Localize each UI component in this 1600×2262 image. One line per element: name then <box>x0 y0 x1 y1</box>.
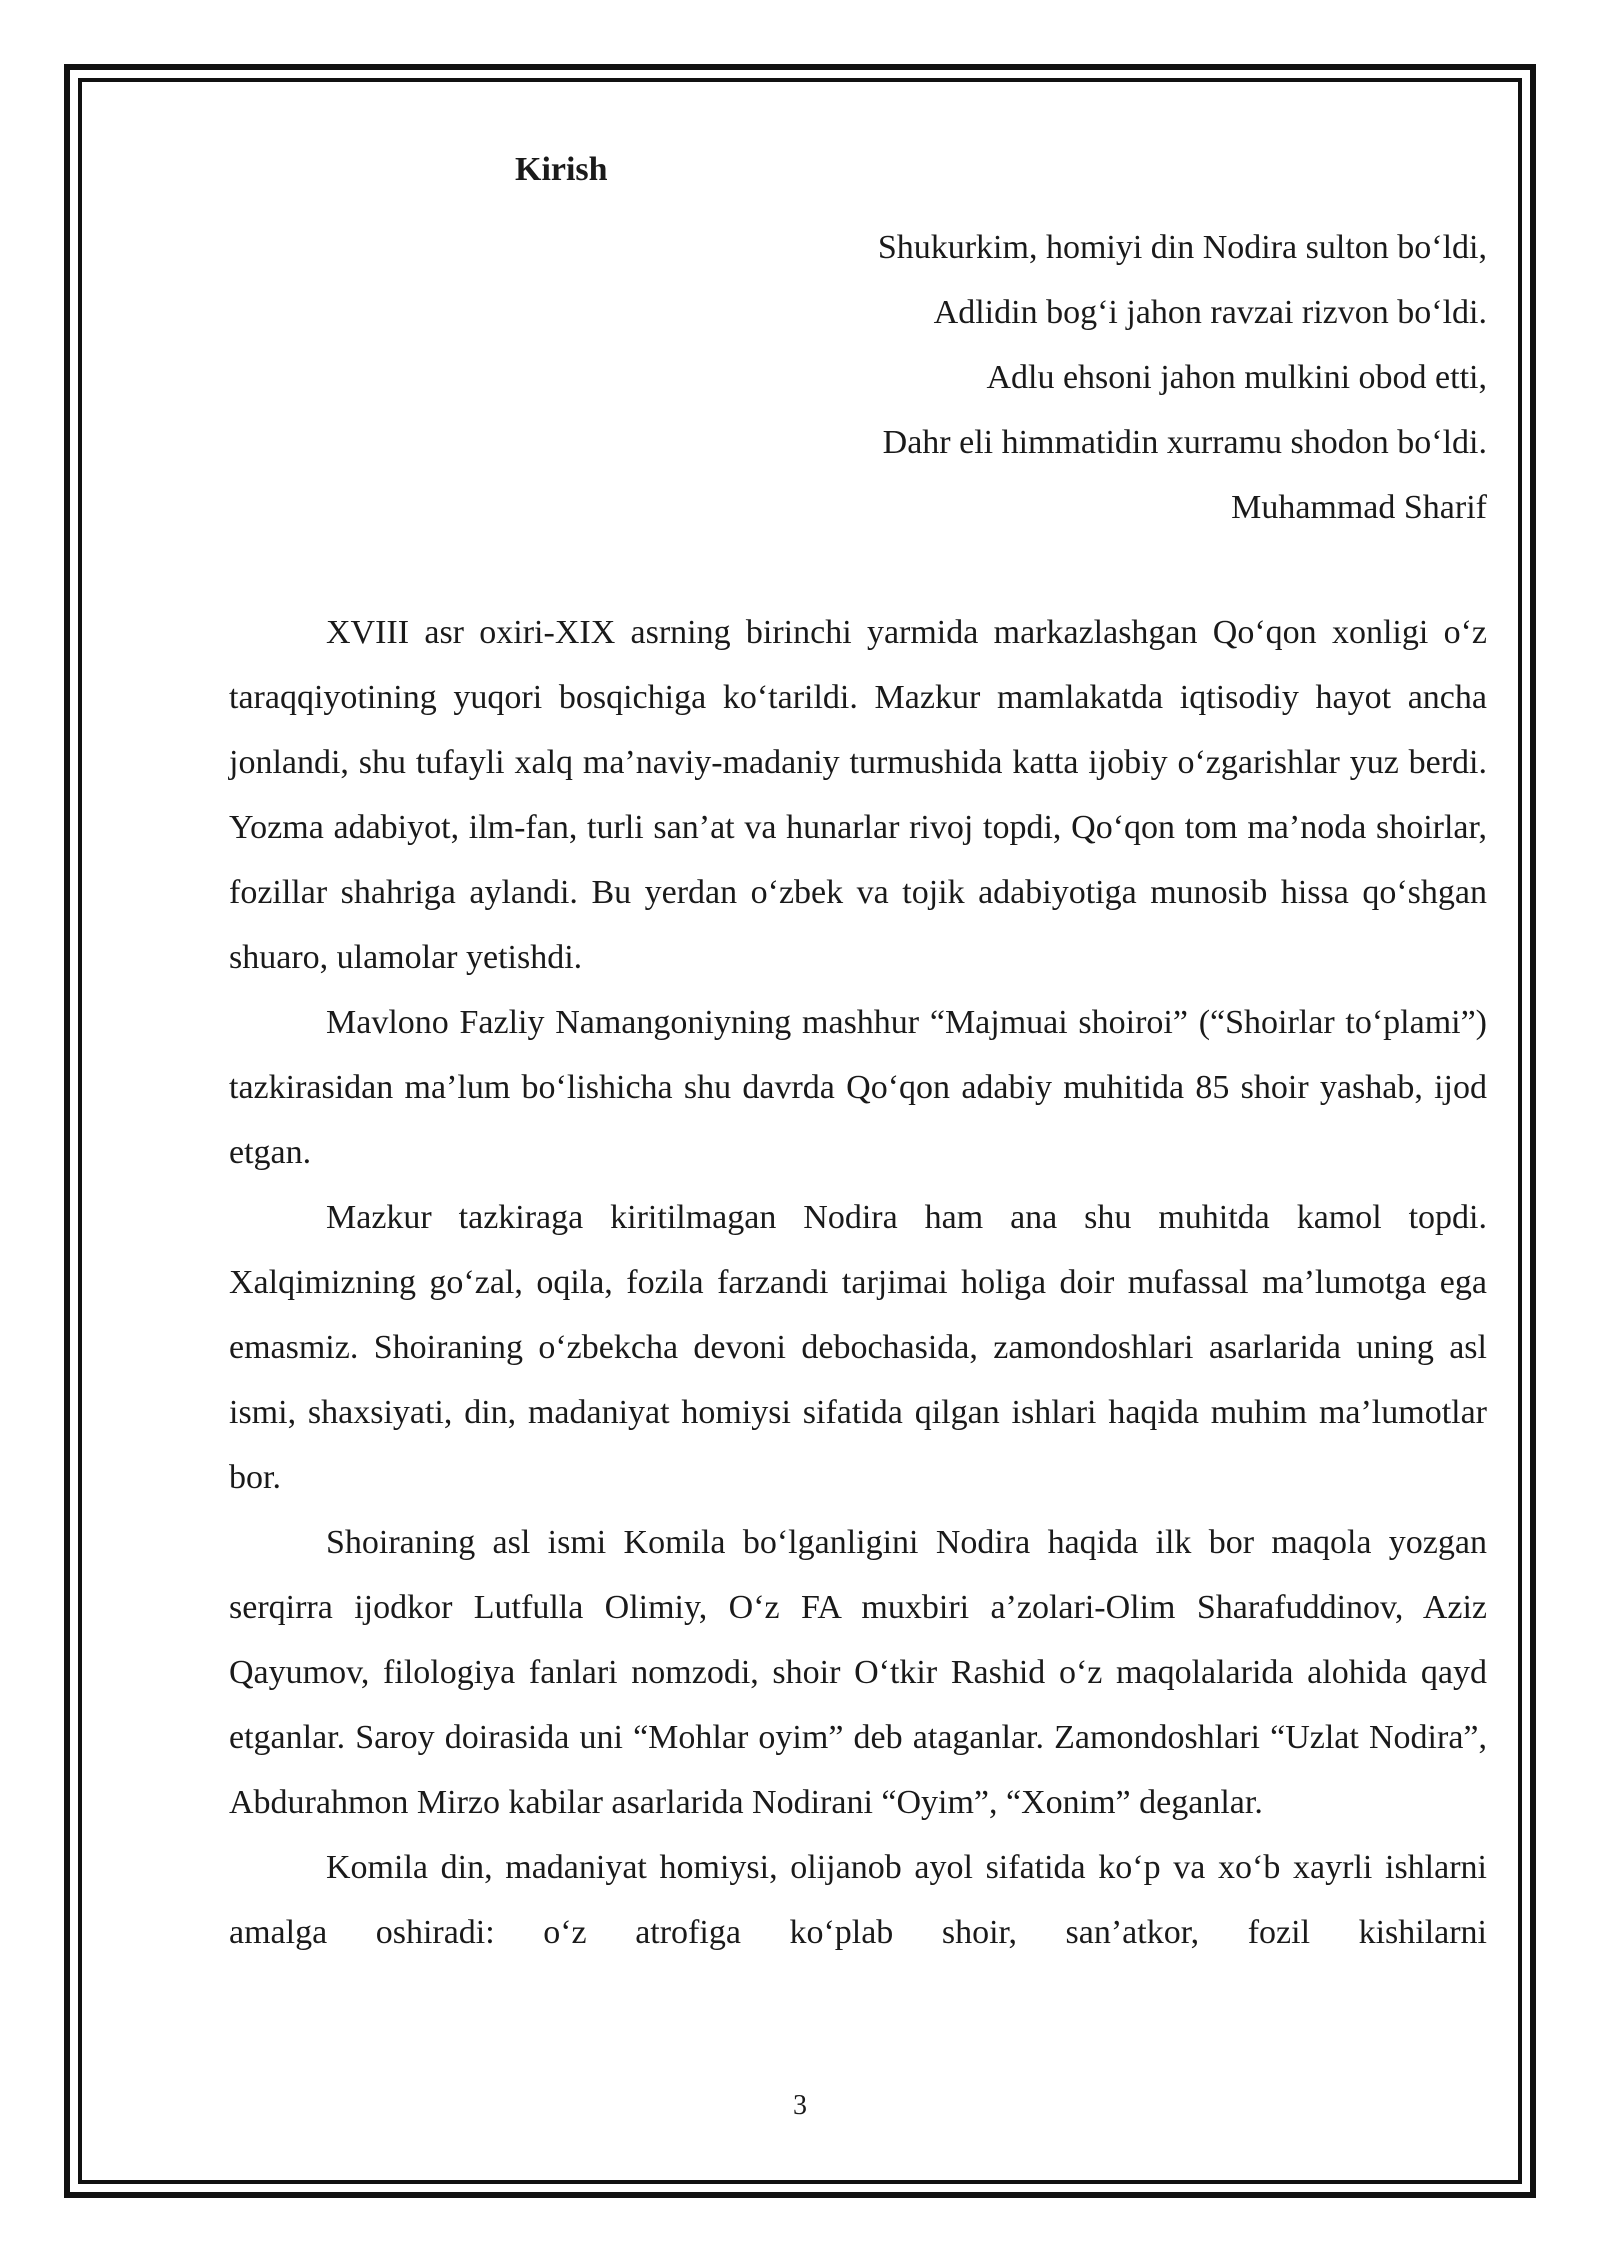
paragraph: Mavlono Fazliy Namangoniyning mashhur “Majmuai shoiroi” (“Shoirlar to‘plami”) tazkirasidan ma’lum bo‘lishicha shu davrda Qo‘qon adabiy muhitida 85 shoir yashab, ijod etgan. <box>229 1004 1487 1171</box>
epigraph-line: Shukurkim, homiyi din Nodira sulton bo‘ldi, <box>877 229 1487 266</box>
body-text <box>229 600 1487 1965</box>
page-number: 3 <box>793 2090 807 2121</box>
section-heading: Kirish <box>515 151 608 188</box>
paragraph: Shoiraning asl ismi Komila bo‘lganligini Nodira haqida ilk bor maqola yozgan serqirra ijodkor Lutfulla Olimiy, O‘z FA muxbiri a’zolari-Olim Sharafuddinov, Aziz Qayumov, filologiya fanlari nomzodi, shoir O‘tkir Rashid o‘z maqolalarida alohida qayd etganlar. Saroy doirasida uni “Mohlar oyim” deb ataganlar. Zamondoshlari “Uzlat Nodira”, Abdurahmon Mirzo kabilar asarlarida Nodirani “Oyim”, “Xonim” deganlar. <box>229 1524 1487 1821</box>
epigraph-line: Adlu ehsoni jahon mulkini obod etti, <box>986 359 1487 396</box>
epigraph-line: Adlidin bog‘i jahon ravzai rizvon bo‘ldi. <box>933 294 1487 331</box>
paragraph: Komila din, madaniyat homiysi, olijanob ayol sifatida ko‘p va xo‘b xayrli ishlarni amalga oshiradi: o‘z atrofiga ko‘plab shoir, san’atkor, fozil kishilarni <box>229 1849 1487 1951</box>
paragraph: Mazkur tazkiraga kiritilmagan Nodira ham ana shu muhitda kamol topdi. Xalqimizning go‘zal, oqila, fozila farzandi tarjimai holiga doir mufassal ma’lumotga ega emasmiz. Shoiraning o‘zbekcha devoni debochasida, zamondoshlari asarlarida uning asl ismi, shaxsiyati, din, madaniyat homiysi sifatida qilgan ishlari haqida muhim ma’lumotlar bor. <box>229 1199 1487 1496</box>
paragraph: XVIII asr oxiri-XIX asrning birinchi yarmida markazlashgan Qo‘qon xonligi o‘z taraqqiyotining yuqori bosqichiga ko‘tarildi. Mazkur mamlakatda iqtisodiy hayot ancha jonlandi, shu tufayli xalq ma’naviy-madaniy turmushida katta ijobiy o‘zgarishlar yuz berdi. Yozma adabiyot, ilm-fan, turli san’at va hunarlar rivoj topdi, Qo‘qon tom ma’noda shoirlar, fozillar shahriga aylandi. Bu yerdan o‘zbek va tojik adabiyotiga munosib hissa qo‘shgan shuaro, ulamolar yetishdi. <box>229 614 1487 976</box>
epigraph <box>878 215 1487 540</box>
epigraph-line: Dahr eli himmatidin xurramu shodon bo‘ldi. <box>882 424 1487 461</box>
epigraph-author: Muhammad Sharif <box>1231 489 1487 526</box>
